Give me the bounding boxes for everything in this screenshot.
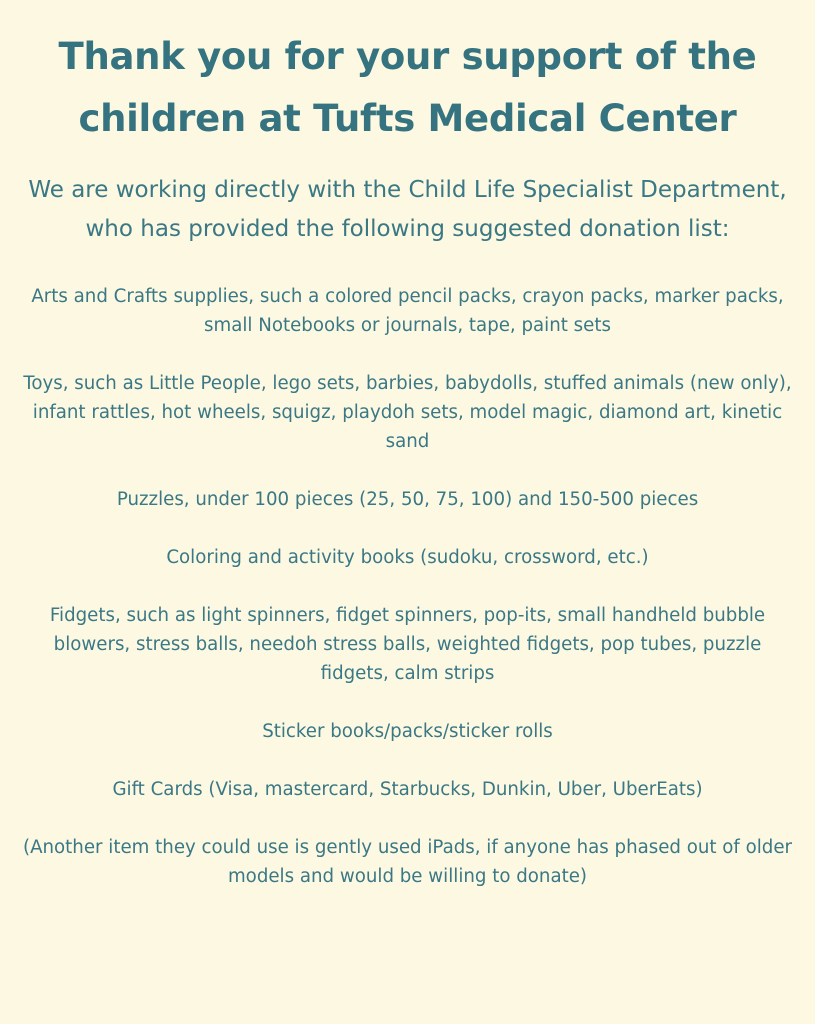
footer-note: (Another item they could use is gently used iPads, if anyone has phased out of older models and would be willing to donate) [22, 837, 793, 887]
donation-item-puzzles: Puzzles, under 100 pieces (25, 50, 75, 100) and 150-500 pieces [116, 489, 699, 510]
page-title-line-1: Thank you for your support of the [58, 35, 757, 78]
donation-list [20, 282, 795, 804]
donation-item-gift-cards: Gift Cards (Visa, mastercard, Starbucks, Dunkin, Uber, UberEats) [112, 779, 703, 800]
donation-item-coloring-books: Coloring and activity books (sudoku, crossword, etc.) [166, 547, 649, 568]
donation-item-stickers: Sticker books/packs/sticker rolls [262, 721, 553, 742]
donation-item-arts-crafts: Arts and Crafts supplies, such a colored pencil packs, crayon packs, marker packs, small Notebooks or journals, tape, paint sets [31, 286, 784, 336]
donation-item-toys: Toys, such as Little People, lego sets, barbies, babydolls, stuffed animals (new only), infant rattles, hot wheels, squigz, playdoh sets, model magic, diamond art, kinetic sand [23, 373, 792, 452]
page-title-line-2: children at Tufts Medical Center [78, 97, 737, 140]
donation-item-fidgets: Fidgets, such as light spinners, fidget spinners, pop-its, small handheld bubble blowers, stress balls, needoh stress balls, weighted fidgets, pop tubes, puzzle fidgets, calm strips [49, 605, 766, 684]
page-title [13, 26, 803, 150]
intro-text: We are working directly with the Child Life Specialist Department, who has provided the following suggested donation list: [28, 177, 787, 242]
